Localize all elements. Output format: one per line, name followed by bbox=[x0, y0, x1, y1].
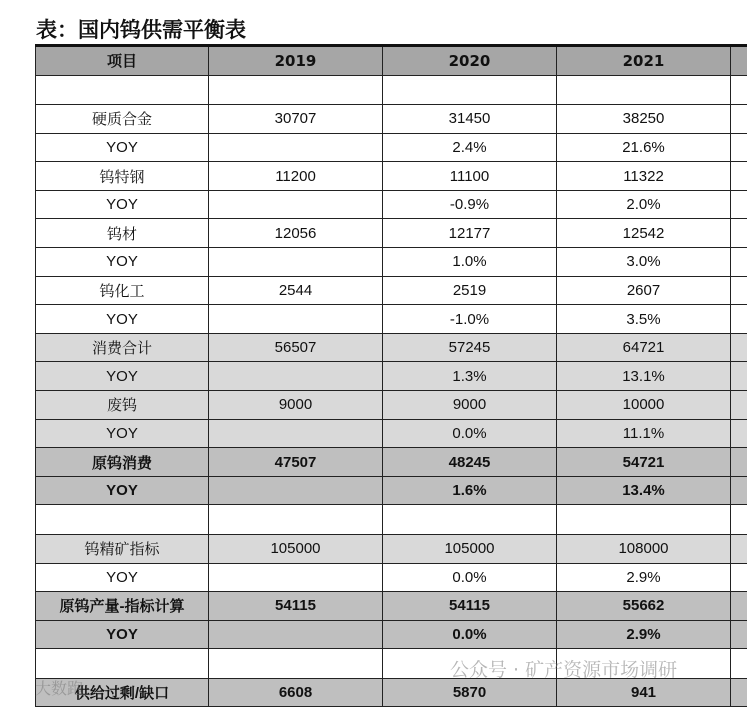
value-cell: 2519 bbox=[383, 276, 557, 305]
value-cell: 11322 bbox=[557, 162, 731, 191]
value-cell: 55662 bbox=[557, 592, 731, 621]
row-label-cell bbox=[36, 505, 209, 535]
row-label-cell: YOY bbox=[36, 190, 209, 219]
value-cell: 2544 bbox=[209, 276, 383, 305]
table-row bbox=[36, 305, 747, 334]
row-label-cell: 钨化工 bbox=[36, 276, 209, 305]
value-cell bbox=[731, 333, 747, 362]
row-label-cell: 原钨产量-指标计算 bbox=[36, 592, 209, 621]
value-cell: 57245 bbox=[383, 333, 557, 362]
value-cell bbox=[209, 362, 383, 391]
value-cell bbox=[731, 248, 747, 277]
row-label-cell bbox=[36, 649, 209, 679]
value-cell: 48245 bbox=[383, 448, 557, 477]
value-cell: 12542 bbox=[557, 219, 731, 248]
value-cell bbox=[731, 419, 747, 448]
tungsten-balance-table bbox=[35, 44, 747, 707]
table-row bbox=[36, 133, 747, 162]
value-cell bbox=[731, 219, 747, 248]
value-cell: 21.6% bbox=[557, 133, 731, 162]
value-cell: 941 bbox=[557, 678, 731, 707]
value-cell: 2607 bbox=[557, 276, 731, 305]
value-cell bbox=[557, 505, 731, 535]
value-cell bbox=[209, 563, 383, 592]
value-cell bbox=[209, 75, 383, 105]
value-cell bbox=[731, 305, 747, 334]
row-label-cell: 钨材 bbox=[36, 219, 209, 248]
table-row bbox=[36, 219, 747, 248]
value-cell bbox=[209, 133, 383, 162]
value-cell bbox=[209, 248, 383, 277]
table-title: 表：国内钨供需平衡表 bbox=[36, 14, 246, 44]
table-row bbox=[36, 362, 747, 391]
table-row bbox=[36, 476, 747, 505]
value-cell: 38250 bbox=[557, 105, 731, 134]
value-cell bbox=[731, 592, 747, 621]
row-label-cell: 废钨 bbox=[36, 391, 209, 420]
value-cell: 12177 bbox=[383, 219, 557, 248]
value-cell: 30707 bbox=[209, 105, 383, 134]
value-cell: 2.4% bbox=[383, 133, 557, 162]
row-label-cell: 消费合计 bbox=[36, 333, 209, 362]
value-cell bbox=[731, 649, 747, 679]
value-cell bbox=[731, 563, 747, 592]
value-cell bbox=[209, 649, 383, 679]
table-row bbox=[36, 419, 747, 448]
value-cell: 11100 bbox=[383, 162, 557, 191]
table-row bbox=[36, 563, 747, 592]
value-cell: 13.1% bbox=[557, 362, 731, 391]
row-label-cell: YOY bbox=[36, 620, 209, 649]
value-cell: 9000 bbox=[383, 391, 557, 420]
value-cell: 5870 bbox=[383, 678, 557, 707]
value-cell bbox=[731, 391, 747, 420]
value-cell: 2.9% bbox=[557, 563, 731, 592]
value-cell bbox=[209, 190, 383, 219]
value-cell: 64721 bbox=[557, 333, 731, 362]
value-cell: 9000 bbox=[209, 391, 383, 420]
value-cell bbox=[209, 476, 383, 505]
header-cell: 2019 bbox=[209, 46, 383, 76]
value-cell: 3.5% bbox=[557, 305, 731, 334]
row-label-cell: YOY bbox=[36, 248, 209, 277]
value-cell: 31450 bbox=[383, 105, 557, 134]
row-label-cell: YOY bbox=[36, 419, 209, 448]
row-label-cell: 供给过剩/缺口 bbox=[36, 678, 209, 707]
value-cell: 56507 bbox=[209, 333, 383, 362]
table-row bbox=[36, 248, 747, 277]
value-cell: 0.0% bbox=[383, 419, 557, 448]
watermark-right: 公众号 · 矿产资源市场调研 bbox=[450, 655, 677, 682]
table-row bbox=[36, 678, 747, 707]
value-cell: 105000 bbox=[209, 534, 383, 563]
value-cell bbox=[383, 75, 557, 105]
spacer-row bbox=[36, 505, 747, 535]
row-label-cell: 钨精矿指标 bbox=[36, 534, 209, 563]
row-label-cell: 钨特钢 bbox=[36, 162, 209, 191]
value-cell: 3.0% bbox=[557, 248, 731, 277]
value-cell: 11200 bbox=[209, 162, 383, 191]
table-row bbox=[36, 620, 747, 649]
value-cell bbox=[209, 419, 383, 448]
table-row bbox=[36, 162, 747, 191]
value-cell: 54115 bbox=[209, 592, 383, 621]
value-cell: 2.0% bbox=[557, 190, 731, 219]
header-cell: 2021 bbox=[557, 46, 731, 76]
value-cell: 105000 bbox=[383, 534, 557, 563]
value-cell: 54721 bbox=[557, 448, 731, 477]
row-label-cell: YOY bbox=[36, 305, 209, 334]
value-cell: 108000 bbox=[557, 534, 731, 563]
table-row bbox=[36, 333, 747, 362]
value-cell bbox=[731, 620, 747, 649]
row-label-cell: YOY bbox=[36, 362, 209, 391]
value-cell bbox=[383, 505, 557, 535]
value-cell: 1.3% bbox=[383, 362, 557, 391]
value-cell: 13.4% bbox=[557, 476, 731, 505]
value-cell bbox=[731, 75, 747, 105]
table-row bbox=[36, 592, 747, 621]
value-cell: 12056 bbox=[209, 219, 383, 248]
value-cell: 10000 bbox=[557, 391, 731, 420]
value-cell bbox=[731, 534, 747, 563]
value-cell bbox=[731, 505, 747, 535]
value-cell bbox=[731, 276, 747, 305]
table-row bbox=[36, 534, 747, 563]
row-label-cell: YOY bbox=[36, 563, 209, 592]
table-header-row bbox=[36, 46, 747, 76]
value-cell bbox=[731, 133, 747, 162]
value-cell: 11.1% bbox=[557, 419, 731, 448]
table-row bbox=[36, 276, 747, 305]
value-cell bbox=[731, 476, 747, 505]
row-label-cell: 硬质合金 bbox=[36, 105, 209, 134]
row-label-cell: YOY bbox=[36, 476, 209, 505]
value-cell: 47507 bbox=[209, 448, 383, 477]
value-cell bbox=[731, 190, 747, 219]
value-cell: -1.0% bbox=[383, 305, 557, 334]
spacer-row bbox=[36, 75, 747, 105]
table-row bbox=[36, 448, 747, 477]
value-cell bbox=[209, 305, 383, 334]
value-cell: 1.0% bbox=[383, 248, 557, 277]
header-cell-extra bbox=[731, 46, 747, 76]
table-row bbox=[36, 391, 747, 420]
value-cell bbox=[731, 448, 747, 477]
value-cell: 2.9% bbox=[557, 620, 731, 649]
value-cell bbox=[731, 105, 747, 134]
value-cell: 0.0% bbox=[383, 620, 557, 649]
value-cell bbox=[209, 620, 383, 649]
value-cell: 1.6% bbox=[383, 476, 557, 505]
row-label-cell bbox=[36, 75, 209, 105]
value-cell bbox=[557, 75, 731, 105]
watermark-left: 大数跑 bbox=[35, 676, 83, 699]
header-cell: 2020 bbox=[383, 46, 557, 76]
value-cell: 0.0% bbox=[383, 563, 557, 592]
value-cell: 54115 bbox=[383, 592, 557, 621]
value-cell bbox=[731, 678, 747, 707]
header-cell: 项目 bbox=[36, 46, 209, 76]
table-row bbox=[36, 105, 747, 134]
value-cell bbox=[209, 505, 383, 535]
row-label-cell: 原钨消费 bbox=[36, 448, 209, 477]
value-cell bbox=[731, 362, 747, 391]
row-label-cell: YOY bbox=[36, 133, 209, 162]
value-cell: 6608 bbox=[209, 678, 383, 707]
table-row bbox=[36, 190, 747, 219]
value-cell bbox=[731, 162, 747, 191]
value-cell: -0.9% bbox=[383, 190, 557, 219]
